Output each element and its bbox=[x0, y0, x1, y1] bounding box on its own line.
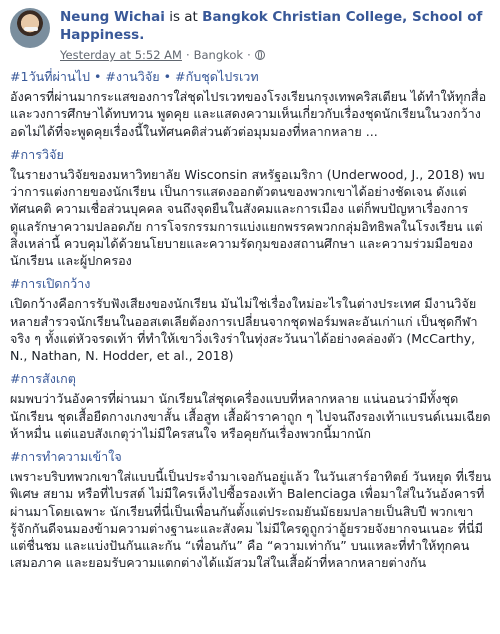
research-hashtag[interactable]: #การวิจัย bbox=[10, 146, 64, 162]
post-header bbox=[10, 8, 492, 66]
intro-paragraph: อังคารที่ผ่านมากระแสของการใส่ชุดไปรเวทของโรงเรียนกรุงเทพคริสเตียน ได้ทำให้ทุกสื่อและวงการศึกษาได้ทบทวน พูดคุย และแสดงความเห็นเกี่ยวกับเรื่องชุดนักเรียนในวงกว้าง อดไม่ได้ที่จะพูดคุยเรื่องนี้ในทัศนคติส่วนตัวต่อมุมมองที่หลากหลาย ... bbox=[10, 89, 487, 139]
understanding-paragraph: เพราะบริบทพวกเขาใส่แบบนี้เป็นประจำมาเจอกันอยู่แล้ว ในวันเสาร์อาทิตย์ วันหยุด ที่เรียนพิเศษ สยาม หรือที่ไบรสต์ ไม่มีใครเห็งไปซื้อรองเท้า Balenciaga เพื่อมาใส่ในวันอังคารที่ผ่านมาโดยเฉพาะ นักเรียนที่นี่เป็นเพื่อนกันตั้งแต่ประถมยันมัธยมปลายเป็นสิบปี พวกเขารู้จักกันดีจนมองข้ามความต่างฐานะและสังคม ไม่มีใครดูถูกว่าอู้ยรวยจังยากจนเนอะ ที่นี่มีแต่ชื่นชม และแบ่งปันกันและกัน “เพื่อนกัน” คือ “ความเท่ากัน” บนแหละที่ทำให้ทุกคนเสมอภาค และยอมรับความแตกต่างได้แม้สวมใส่ในเสื้อผ้าที่หลากหลายต่างกัน bbox=[10, 469, 492, 571]
openness-paragraph: เปิดกว้างคือการรับฟังเสียงของนักเรียน มันไม่ใช่เรื่องใหม่อะไรในต่างประเทศ มีงานวิจัยหลายสำรวจนักเรียนในออสเตเลียต้องการเปลี่ยนจากชุดฟอร์มพละอันเก่าแก่ เป็นชุดกีฬาจริง ๆ ทั้งแต่หัวจรดเท้า ที่ทำให้เขาวิ่งเริงร่าในทุ่งสะวันนาได้อย่างคล่องตัว (McCarthy, N., Nathan, N. Hodder, et al., 2018) bbox=[10, 296, 478, 364]
observe-paragraph: ผมพบว่าวันอังคารที่ผ่านมา นักเรียนใส่ชุดเครื่องแบบที่หลากหลาย แน่นอนว่ามีทั้งชุดนักเรียน ชุดเสื้อยืดกางเกงขาสั้น เสื้อสูท เสื้อผ้าราคาถูก ๆ ไปจนถึงรองเท้าแบรนด์เนมเฉียดห้าหมื่น แต่แอบสังเกตุว่าไม่มีใครสนใจ หรือคุยกันเรื่องพวกนี้มากนัก bbox=[10, 391, 491, 441]
meta-separator: · bbox=[247, 48, 251, 62]
globe-icon[interactable] bbox=[255, 50, 265, 60]
is-at-text: is at bbox=[164, 9, 203, 25]
post-headline bbox=[60, 8, 492, 44]
meta-separator: · bbox=[185, 48, 190, 62]
observe-hashtag[interactable]: #การสังเกตุ bbox=[10, 371, 76, 387]
place-link[interactable]: Bangkok Christian College, School of Happiness. bbox=[60, 9, 483, 43]
intro-hashtags[interactable]: #1วันที่ผ่านไป • #งานวิจัย • #กับชุดไปรเวท bbox=[10, 69, 259, 84]
location-link[interactable]: Bangkok bbox=[193, 48, 244, 62]
author-name-link[interactable]: Neung Wichai bbox=[60, 9, 165, 25]
post-body bbox=[10, 68, 492, 574]
author-avatar[interactable] bbox=[10, 8, 50, 48]
post-meta bbox=[60, 48, 265, 62]
post-timestamp-link[interactable]: Yesterday at 5:52 AM bbox=[60, 48, 182, 62]
understanding-hashtag[interactable]: #การทำความเข้าใจ bbox=[10, 449, 122, 465]
research-paragraph: ในรายงานวิจัยของมหาวิทยาลัย Wisconsin สหรัฐอเมริกา (Underwood, J., 2018) พบว่าการแต่งกายของนักเรียน เป็นการแสดงออกตัวตนของพวกเขาได้อย่างชัดเจน ดังแต่ทัศนคติ ความเชื่อส่วนบุคคล จนถึงจุดยืนในสังคมและการเมือง แต่ก็พบปัญหาเรื่องการดูแลรักษาความปลอดภัย การโจรกรรมการแบ่งแยกพรรคพวกกลุ่มอิทธิพลในโรงเรียน แต่สิ่งเหล่านี้ ควบคุมได้ด้วยนโยบายและความรัดกุมของสถานศึกษา และความร่วมมือของนักเรียน และผู้ปกครอง bbox=[10, 167, 485, 269]
openness-hashtag[interactable]: #การเปิดกว้าง bbox=[10, 276, 91, 292]
